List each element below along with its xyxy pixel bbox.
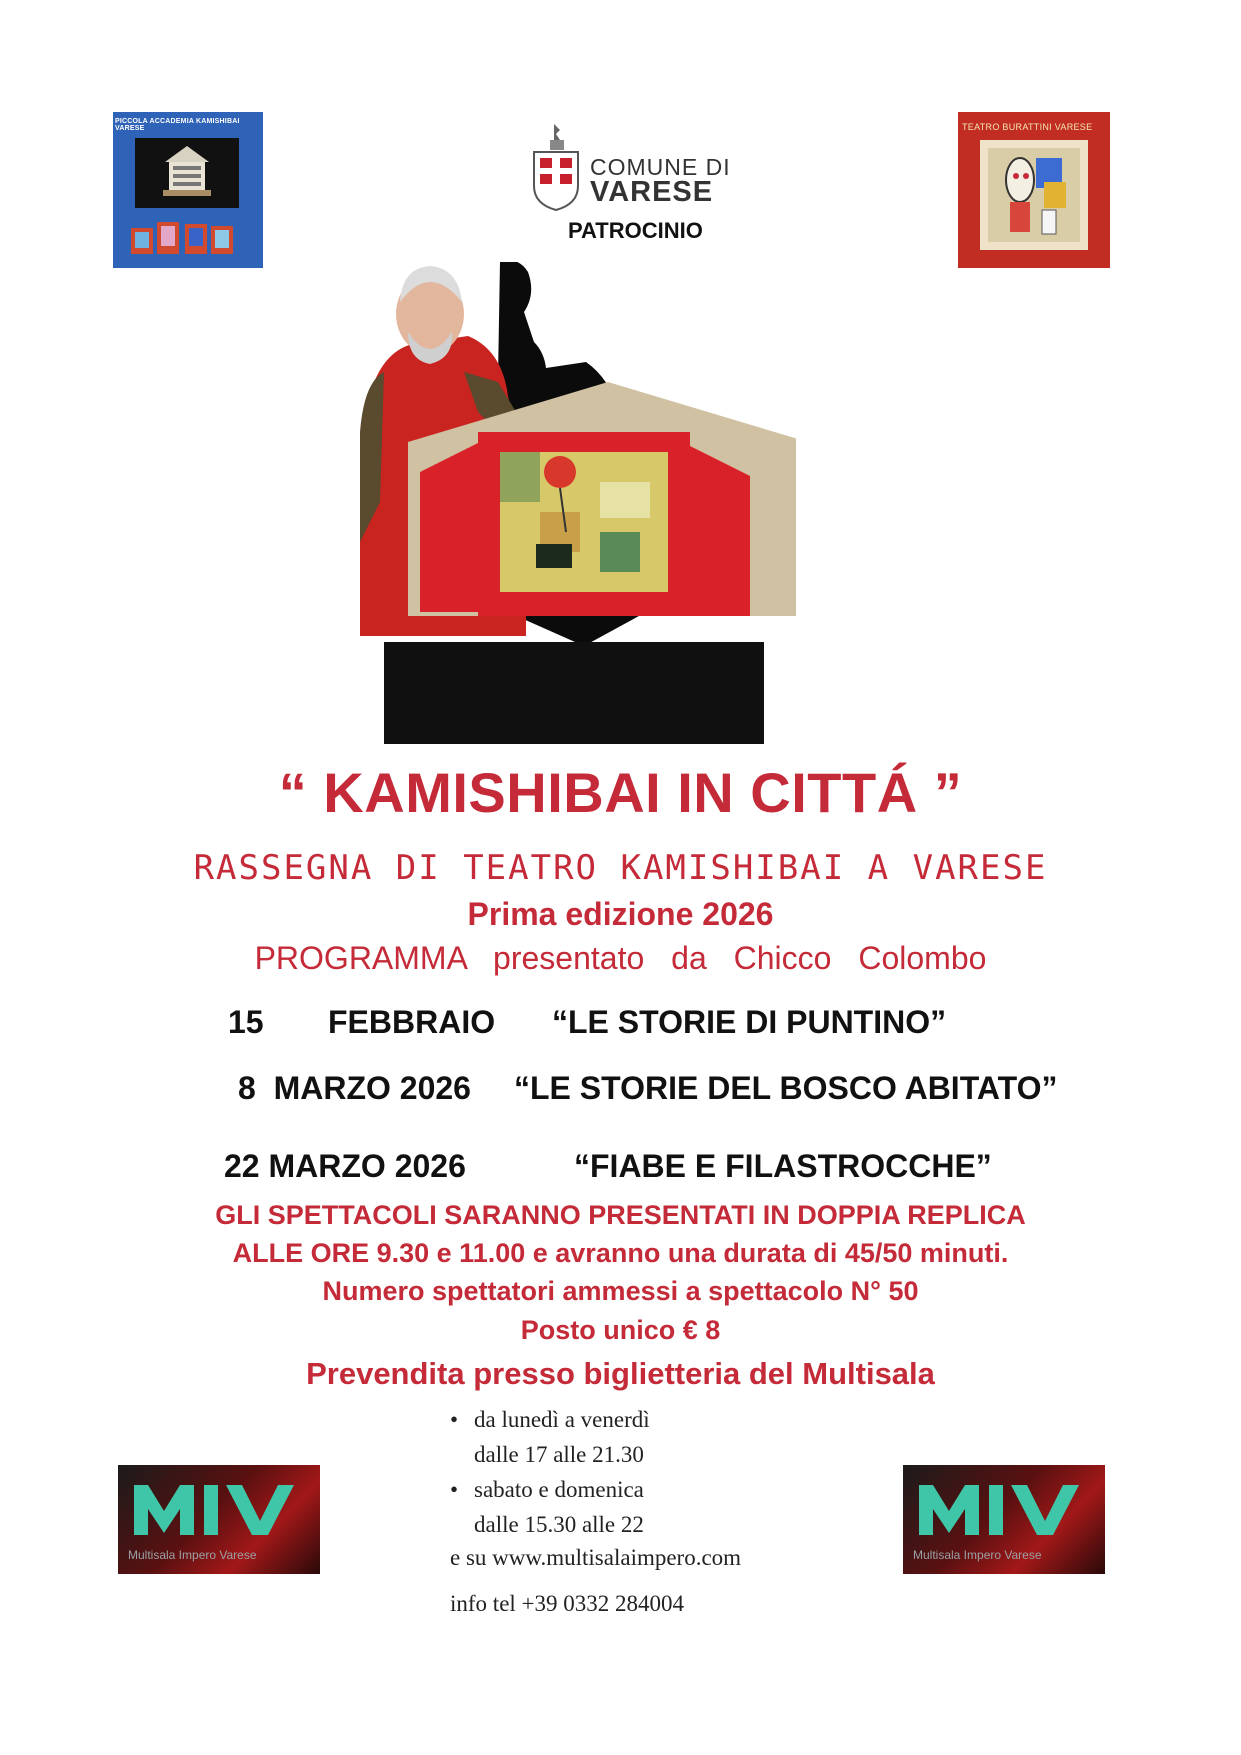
info-line-3: Numero spettatori ammessi a spettacolo N° 50 <box>322 1276 919 1306</box>
accademia-kamishibai-logo <box>113 112 263 268</box>
prevendita-line: Prevendita presso biglietteria del Multisala <box>306 1356 935 1391</box>
weekend-hours-item <box>450 1472 650 1542</box>
teatro-caption: TEATRO BURATTINI VARESE <box>962 122 1093 132</box>
weekend-time: dalle 15.30 alle 22 <box>474 1512 644 1537</box>
weekday-label: • da lunedì a venerdì <box>474 1407 650 1432</box>
varese-coat-of-arms-icon <box>528 118 584 214</box>
website-line: e su www.multisalaimpero.com <box>450 1545 742 1570</box>
multisala-impero-logo-left <box>118 1465 320 1574</box>
multisala-impero-logo-right <box>903 1465 1105 1574</box>
schedule-1-show: “LE STORIE DI PUNTINO” <box>552 1004 947 1040</box>
storyteller-photo <box>360 262 796 744</box>
miv-mark-icon <box>913 1475 1093 1541</box>
schedule-3-date: 22 MARZO 2026 <box>224 1148 466 1184</box>
comune-varese-logo <box>528 118 731 248</box>
miv-mark-icon <box>128 1475 308 1541</box>
schedule-2-show: “LE STORIE DEL BOSCO ABITATO” <box>514 1070 1058 1106</box>
comune-line1: COMUNE DI <box>590 154 731 180</box>
info-line-2: ALLE ORE 9.30 e 11.00 e avranno una durata di 45/50 minuti. <box>232 1238 1009 1268</box>
info-line-4: Posto unico € 8 <box>520 1315 721 1345</box>
schedule-2-date: 8 MARZO 2026 <box>238 1070 471 1106</box>
accademia-caption: PICCOLA ACCADEMIA KAMISHIBAI VARESE <box>115 118 240 132</box>
phone-line: info tel +39 0332 284004 <box>450 1591 685 1616</box>
event-title: “ KAMISHIBAI IN CITTÁ ” <box>278 761 963 824</box>
schedule-1-month: FEBBRAIO <box>328 1004 496 1040</box>
patrocinio-label: PATROCINIO <box>568 218 703 243</box>
weekend-label: • sabato e domenica <box>474 1477 644 1502</box>
miv-name-left: Multisala Impero Varese <box>128 1548 257 1562</box>
teatro-burattini-logo <box>958 112 1110 268</box>
right-door <box>690 446 750 616</box>
event-subtitle: RASSEGNA DI TEATRO KAMISHIBAI A VARESE <box>193 848 1048 888</box>
schedule-3-show: “FIABE E FILASTROCCHE” <box>574 1148 992 1184</box>
kamishibai-stage-icon <box>113 112 263 268</box>
comune-line2: VARESE <box>590 176 714 208</box>
weekday-time: dalle 17 alle 21.30 <box>474 1442 644 1467</box>
box-office-hours <box>450 1402 650 1542</box>
miv-name-right: Multisala Impero Varese <box>913 1548 1042 1562</box>
left-door <box>420 442 480 612</box>
black-table <box>384 642 764 744</box>
programma-line: PROGRAMMA presentato da Chicco Colombo <box>254 940 987 976</box>
weekday-hours-item <box>450 1402 650 1472</box>
info-line-1: GLI SPETTACOLI SARANNO PRESENTATI IN DOPPIA REPLICA <box>215 1200 1026 1230</box>
puppet-theatre-icon <box>958 112 1110 268</box>
event-edition: Prima edizione 2026 <box>467 896 774 932</box>
schedule-1-day: 15 <box>228 1004 264 1040</box>
